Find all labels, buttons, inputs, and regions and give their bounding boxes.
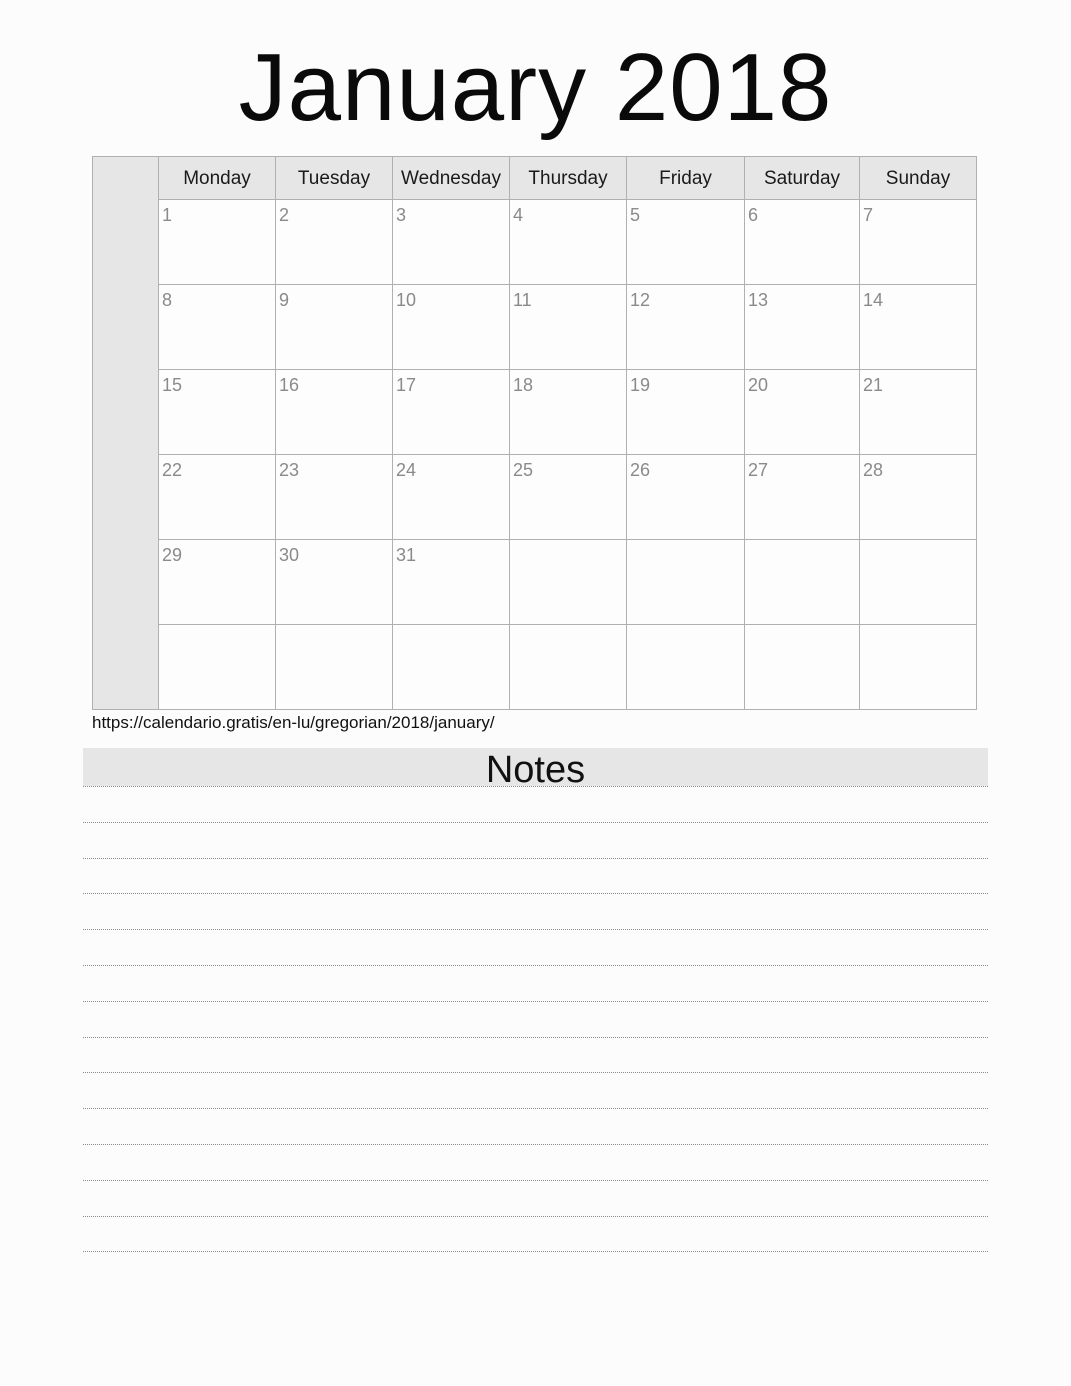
day-number: 11: [513, 290, 532, 310]
day-cell[interactable]: [392, 370, 509, 455]
day-number: 6: [748, 205, 759, 225]
day-number: 9: [279, 290, 290, 310]
day-cell[interactable]: [392, 455, 509, 540]
day-number: 2: [279, 205, 290, 225]
day-number: 22: [162, 460, 183, 480]
weekday-header-row: [158, 157, 976, 200]
day-number: 1: [162, 205, 173, 225]
notes-title: Notes: [83, 748, 988, 786]
weekday-header: Tuesday: [275, 157, 392, 199]
day-cell[interactable]: [744, 200, 859, 285]
day-number: 24: [396, 460, 417, 480]
weekday-header: Wednesday: [392, 157, 509, 199]
day-cell[interactable]: [626, 455, 744, 540]
day-number: 23: [279, 460, 300, 480]
day-cell[interactable]: [275, 540, 392, 625]
note-line[interactable]: [83, 1108, 988, 1109]
day-cell[interactable]: [744, 625, 859, 709]
day-cell[interactable]: [392, 200, 509, 285]
week-number-column: [93, 157, 159, 709]
day-cell[interactable]: [509, 285, 626, 370]
day-cell[interactable]: [859, 625, 976, 709]
day-cell[interactable]: [626, 625, 744, 709]
note-line[interactable]: [83, 1001, 988, 1002]
day-cell[interactable]: [158, 625, 275, 709]
weekday-header: Friday: [626, 157, 744, 199]
day-number: 7: [863, 205, 874, 225]
day-cell[interactable]: [158, 370, 275, 455]
day-number: 20: [748, 375, 769, 395]
note-line[interactable]: [83, 858, 988, 859]
note-line[interactable]: [83, 893, 988, 894]
day-cell[interactable]: [509, 540, 626, 625]
day-number: 28: [863, 460, 884, 480]
day-cell[interactable]: [626, 540, 744, 625]
day-cell[interactable]: [859, 370, 976, 455]
day-number: 12: [630, 290, 651, 310]
weekday-header: Thursday: [509, 157, 626, 199]
calendar-grid: [92, 156, 977, 710]
day-cell[interactable]: [626, 370, 744, 455]
day-cell[interactable]: [859, 455, 976, 540]
note-line[interactable]: [83, 1144, 988, 1145]
day-cell[interactable]: [275, 625, 392, 709]
day-cell[interactable]: [509, 625, 626, 709]
day-cell[interactable]: [158, 200, 275, 285]
day-number: 21: [863, 375, 884, 395]
day-number: 16: [279, 375, 300, 395]
day-cell[interactable]: [509, 455, 626, 540]
calendar-title: January 2018: [238, 34, 833, 141]
day-cell[interactable]: [158, 455, 275, 540]
day-cell[interactable]: [859, 540, 976, 625]
day-number: 17: [396, 375, 417, 395]
day-cell[interactable]: [392, 625, 509, 709]
day-cell[interactable]: [859, 285, 976, 370]
day-cell[interactable]: [392, 540, 509, 625]
note-line[interactable]: [83, 929, 988, 930]
day-cell[interactable]: [158, 540, 275, 625]
note-line[interactable]: [83, 965, 988, 966]
day-number: 30: [279, 545, 300, 565]
weekday-header: Saturday: [744, 157, 859, 199]
day-number: 19: [630, 375, 651, 395]
day-cell[interactable]: [744, 540, 859, 625]
day-number: 5: [630, 205, 641, 225]
note-line[interactable]: [83, 1251, 988, 1252]
day-cell[interactable]: [275, 200, 392, 285]
day-cell[interactable]: [392, 285, 509, 370]
month-grid: [158, 157, 976, 709]
day-number: 4: [513, 205, 524, 225]
day-cell[interactable]: [744, 285, 859, 370]
source-url: https://calendario.gratis/en-lu/gregorian/2018/january/: [92, 713, 495, 732]
note-line[interactable]: [83, 1072, 988, 1073]
day-cell[interactable]: [275, 285, 392, 370]
note-line[interactable]: [83, 1037, 988, 1038]
weekday-header: Sunday: [859, 157, 976, 199]
day-cell[interactable]: [744, 455, 859, 540]
day-number: 27: [748, 460, 769, 480]
day-cell[interactable]: [158, 285, 275, 370]
day-cell[interactable]: [275, 455, 392, 540]
day-number: 13: [748, 290, 769, 310]
day-cell[interactable]: [509, 370, 626, 455]
day-number: 18: [513, 375, 534, 395]
day-number: 3: [396, 205, 407, 225]
day-cell[interactable]: [626, 285, 744, 370]
day-number: 15: [162, 375, 183, 395]
note-line[interactable]: [83, 1180, 988, 1181]
day-cell[interactable]: [626, 200, 744, 285]
note-line[interactable]: [83, 1216, 988, 1217]
day-number: 10: [396, 290, 417, 310]
day-number: 26: [630, 460, 651, 480]
day-cell[interactable]: [859, 200, 976, 285]
weekday-header: Monday: [158, 157, 275, 199]
day-cell[interactable]: [509, 200, 626, 285]
day-cell[interactable]: [275, 370, 392, 455]
day-number: 8: [162, 290, 173, 310]
note-line[interactable]: [83, 822, 988, 823]
note-line[interactable]: [83, 786, 988, 787]
day-number: 31: [396, 545, 417, 565]
day-number: 29: [162, 545, 183, 565]
day-cell[interactable]: [744, 370, 859, 455]
day-number: 25: [513, 460, 534, 480]
day-number: 14: [863, 290, 884, 310]
